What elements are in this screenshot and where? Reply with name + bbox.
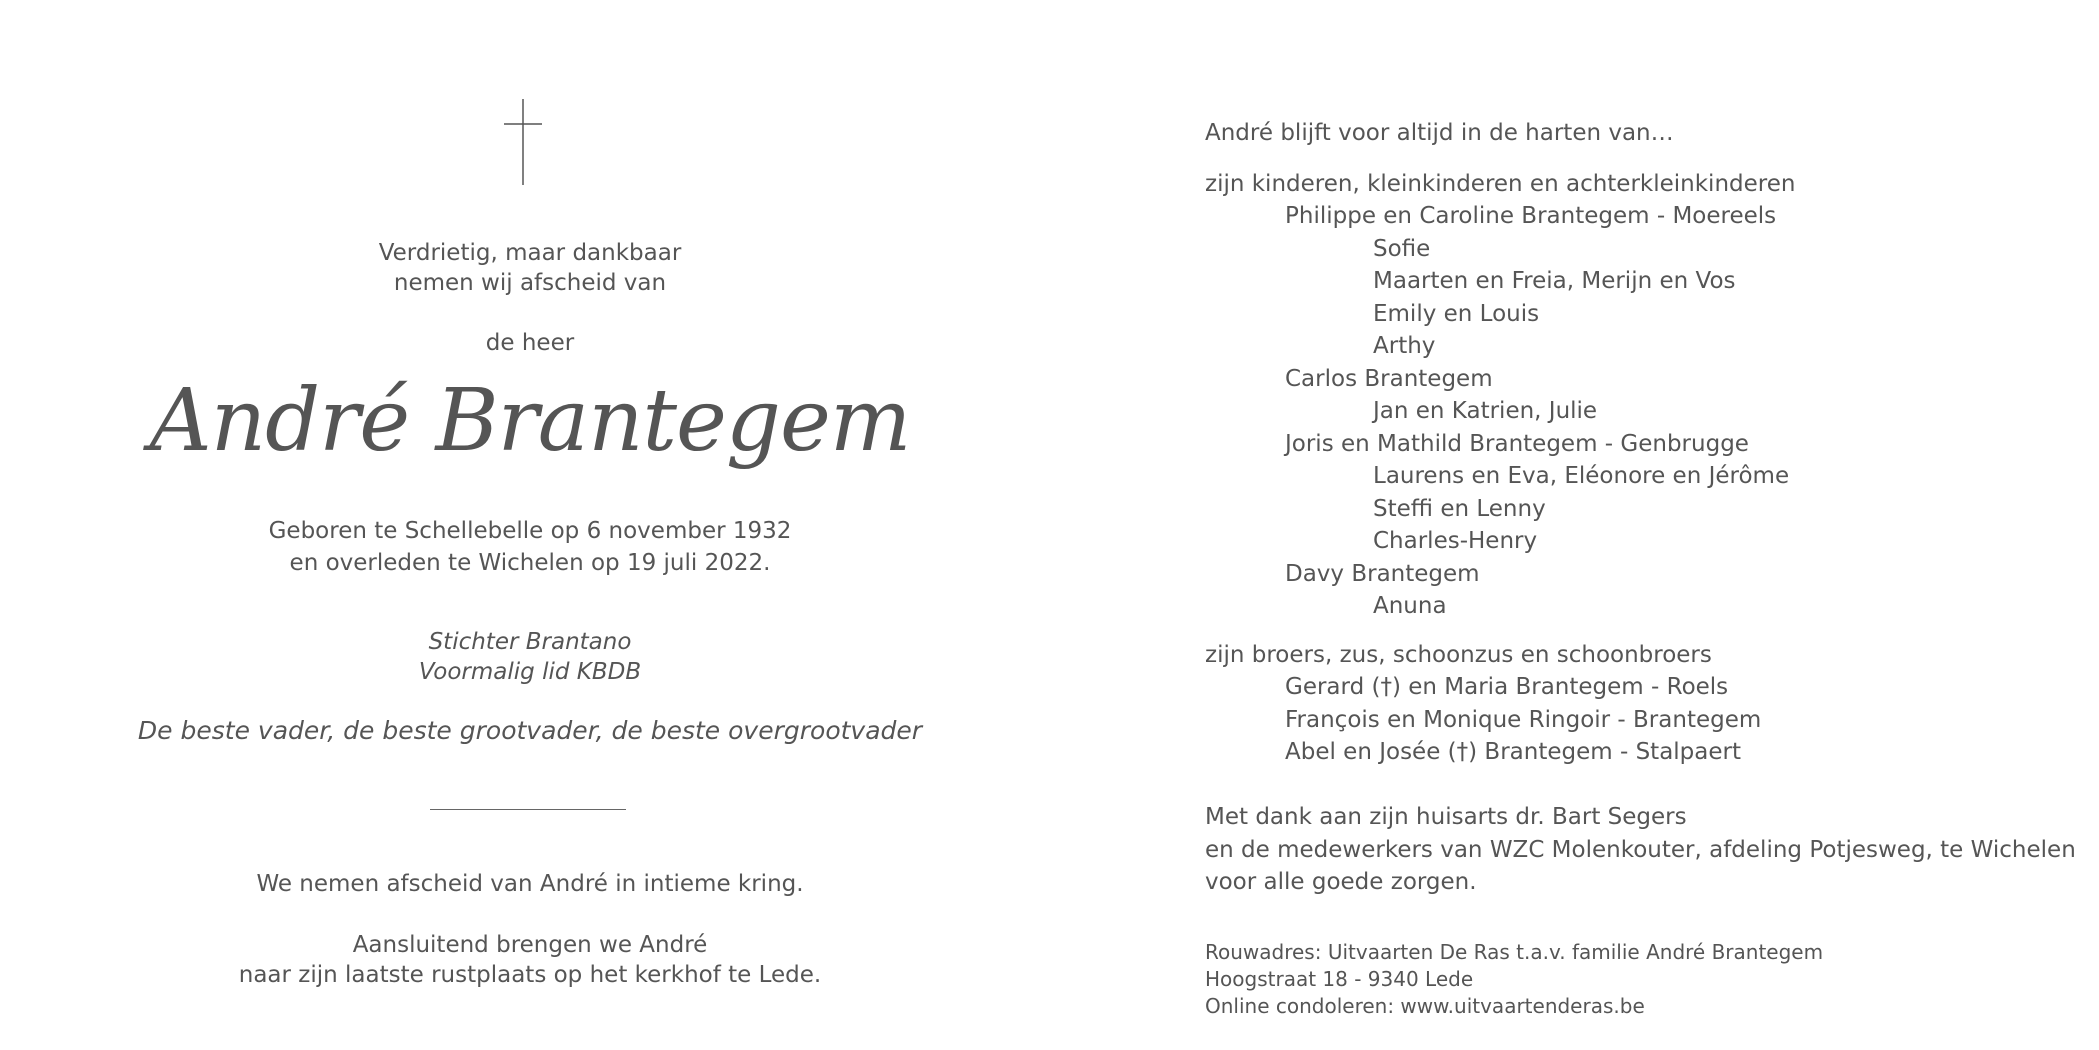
intro-line: nemen wij afscheid van: [393, 270, 667, 296]
child-entry: Philippe en Caroline Brantegem - Moereels: [1285, 203, 1777, 229]
grandchild-entry: Emily en Louis: [1373, 301, 1540, 327]
child-entry: Carlos Brantegem: [1285, 366, 1493, 392]
address-line: Rouwadres: Uitvaarten De Ras t.a.v. familie André Brantegem: [1205, 940, 1824, 964]
tagline: De beste vader, de beste grootvader, de beste overgrootvader: [137, 716, 923, 745]
grandchild-entry: Laurens en Eva, Eléonore en Jérôme: [1373, 463, 1790, 489]
roles: [120, 627, 940, 687]
burial-text: [120, 930, 940, 990]
role-line: Stichter Brantano: [428, 629, 632, 655]
grandchild-entry: Steffi en Lenny: [1373, 496, 1546, 522]
child-entry: Joris en Mathild Brantegem - Genbrugge: [1285, 431, 1749, 457]
role-line: Voormalig lid KBDB: [418, 659, 642, 685]
divider: [430, 809, 626, 810]
address-line: Hoogstraat 18 - 9340 Lede: [1205, 967, 1474, 991]
honorific: de heer: [485, 330, 575, 356]
birth-line: Geboren te Schellebelle op 6 november 1932: [268, 518, 792, 544]
sibling-entry: Gerard (†) en Maria Brantegem - Roels: [1285, 674, 1729, 700]
sibling-entry: Abel en Josée (†) Brantegem - Stalpaert: [1285, 739, 1742, 765]
grandchild-entry: Arthy: [1373, 333, 1436, 359]
condolence-link[interactable]: Online condoleren: www.uitvaartenderas.be: [1205, 994, 1645, 1018]
family-heading: André blijft voor altijd in de harten van…: [1205, 120, 1674, 146]
grandchild-entry: Jan en Katrien, Julie: [1373, 398, 1598, 424]
sibling-entry: François en Monique Ringoir - Brantegem: [1285, 707, 1762, 733]
children-heading: zijn kinderen, kleinkinderen en achterkleinkinderen: [1205, 171, 1796, 197]
intro-text: [120, 238, 940, 298]
thanks-line: en de medewerkers van WZC Molenkouter, afdeling Potjesweg, te Wichelen: [1205, 837, 2076, 863]
thanks-line: Met dank aan zijn huisarts dr. Bart Segers: [1205, 804, 1687, 830]
intro-line: Verdrietig, maar dankbaar: [378, 240, 682, 266]
deceased-name: André Brantegem: [149, 371, 911, 471]
grandchild-entry: Anuna: [1373, 593, 1447, 619]
farewell-text: We nemen afscheid van André in intieme kring.: [256, 871, 804, 897]
death-line: en overleden te Wichelen op 19 juli 2022.: [289, 550, 771, 576]
grandchild-entry: Charles-Henry: [1373, 528, 1538, 554]
grandchild-entry: Maarten en Freia, Merijn en Vos: [1373, 268, 1736, 294]
life-dates: [120, 515, 940, 579]
child-entry: Davy Brantegem: [1285, 561, 1480, 587]
siblings-heading: zijn broers, zus, schoonzus en schoonbroers: [1205, 642, 1712, 668]
burial-line: Aansluitend brengen we André: [352, 932, 708, 958]
thanks-line: voor alle goede zorgen.: [1205, 869, 1477, 895]
cross-icon: [503, 95, 543, 185]
burial-line: naar zijn laatste rustplaats op het kerkhof te Lede.: [238, 962, 822, 988]
grandchild-entry: Sofie: [1373, 236, 1431, 262]
